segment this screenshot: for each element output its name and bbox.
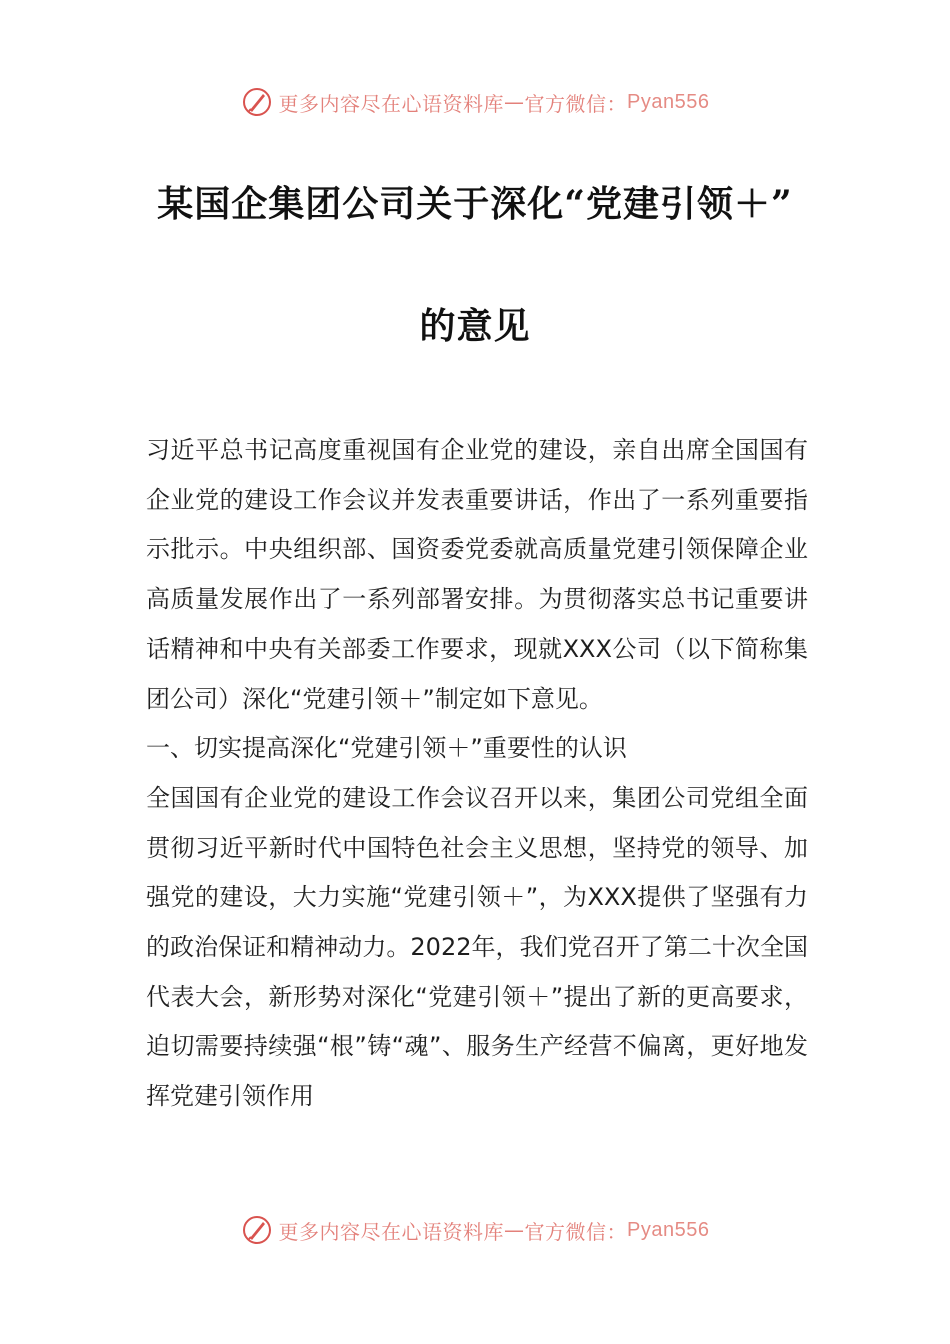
watermark-separator: —: [504, 90, 525, 114]
section-heading-1: 一、切实提高深化“党建引领＋”重要性的认识: [146, 734, 627, 763]
body-paragraph-intro: 习近平总书记高度重视国有企业党的建设，亲自出席全国国有企业党的建设工作会议并发表重要讲话，作出了一系列重要指示批示。中央组织部、国资委党委就高质量党建引领保障企业高质量发展作出了一系列部署安排。为贯彻落实总书记重要讲话精神和中央有关部委工作要求，现就XXX公司（以下简称集团公司）深化“党建引领＋”制定如下意见。: [146, 436, 808, 713]
watermark-label: 官方微信：: [524, 1219, 628, 1244]
document-title-line-1: 某国企集团公司关于深化“党建引领＋”: [157, 183, 793, 225]
body-paragraph-section-1: 全国国有企业党的建设工作会议召开以来，集团公司党组全面贯彻习近平新时代中国特色社会主义思想，坚持党的领导、加强党的建设，大力实施“党建引领＋”，为XXX提供了坚强有力的政治保证和精神动力。2022年，我们党召开了第二十次全国代表大会，新形势对深化“党建引领＋”提出了新的更高要求，迫切需要持续强“根”铸“魂”、服务生产经营不偏离，更好地发挥党建引领作用: [146, 783, 808, 1111]
quill-pen-logo-icon: [241, 1214, 273, 1246]
watermark-account: Pyan556: [627, 90, 710, 113]
watermark-brand: 更多内容尽在心语资料库: [278, 1219, 505, 1244]
quill-pen-logo-icon: [241, 86, 273, 118]
watermark-separator: —: [504, 1218, 525, 1242]
watermark-account: Pyan556: [627, 1218, 710, 1241]
document-title-line-2: 的意见: [419, 305, 531, 347]
document-body: [146, 426, 808, 1122]
footer-watermark: [0, 1210, 950, 1250]
header-watermark: [0, 82, 950, 122]
watermark-label: 官方微信：: [524, 91, 628, 116]
watermark-brand: 更多内容尽在心语资料库: [278, 91, 505, 116]
